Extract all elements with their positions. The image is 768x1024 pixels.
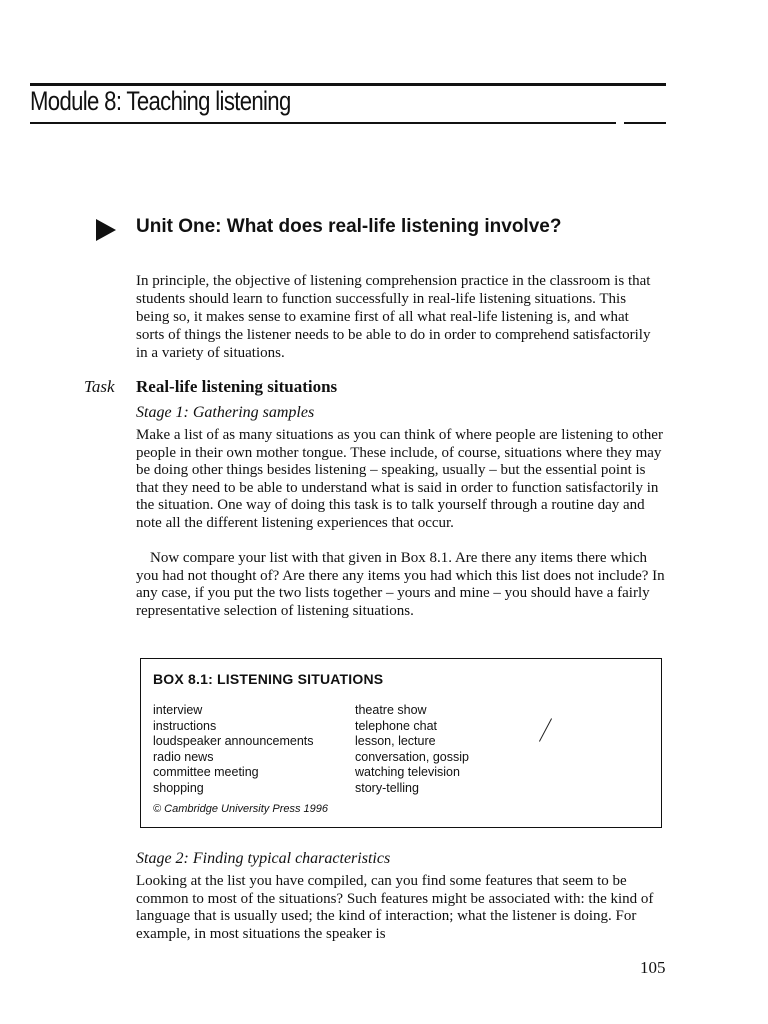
stage1-title: Stage 1: Gathering samples (136, 404, 315, 421)
list-item: shopping (153, 780, 204, 795)
task-label: Task (84, 377, 115, 396)
task-title: Real-life listening situations (136, 377, 338, 396)
list-item: radio news (153, 749, 214, 764)
list-item: loudspeaker announcements (153, 734, 314, 748)
list-item: instructions (153, 718, 217, 733)
list-item: theatre show (355, 703, 427, 717)
stage2-title: Stage 2: Finding typical characteristics (136, 850, 391, 867)
list-item: telephone chat (355, 718, 438, 733)
list-item: conversation, gossip (355, 749, 469, 764)
box-left-column (153, 703, 314, 796)
unit-intro-paragraph: In principle, the objective of listening comprehension practice in the classroom is that students should learn to function successfully in real-life listening situations. This being so, it makes sense to examine first of all what real-life listening is, and what sorts of things the listener needs to be able to do in order to comprehend satisfactorily in a variety of situations. (136, 273, 651, 361)
box-right-column (355, 703, 469, 796)
stage1-paragraph-2 (136, 550, 666, 620)
list-item: lesson, lecture (355, 734, 436, 748)
list-item: interview (153, 703, 203, 717)
stage1-paragraph-2-text: Now compare your list with that given in Box 8.1. Are there any items there which you had not thought of? Are there any items you had which this list does not include? In any case, if you put the two lists together – yours and mine – you should have a fairly representative selection of listening situations. (136, 550, 665, 619)
box-title: BOX 8.1: LISTENING SITUATIONS (153, 671, 384, 687)
stage2-paragraph: Looking at the list you have compiled, can you find some features that seem to be common to most of the situations? Such features might be associated with: the kind of language that is usually used; the kind of interaction; what the listener is doing. For example, in most situations the speaker is (136, 873, 654, 942)
header-bottom-rule-end (624, 122, 666, 124)
list-item: story-telling (355, 780, 419, 795)
module-title: Module 8: Teaching listening (30, 86, 291, 116)
list-item: watching television (355, 765, 460, 779)
unit-arrow-icon (96, 219, 116, 241)
list-item: committee meeting (153, 765, 259, 779)
header-bottom-rule (30, 122, 616, 124)
box-copyright: © Cambridge University Press 1996 (153, 803, 329, 815)
unit-title: Unit One: What does real-life listening involve? (136, 216, 562, 237)
listening-situations-box (140, 658, 662, 828)
pencil-mark (539, 718, 552, 741)
page-number: 105 (640, 958, 666, 977)
stage1-paragraph-1: Make a list of as many situations as you can think of where people are listening to other people in their own mother tongue. These include, of course, situations where they may be doing other things besides listening – speaking, usually – but the essential point is that they need to be able to understand what is said in order to function satisfactorily in the situation. One way of doing this task is to talk yourself through a routine day and note all the different listening experiences that occur. (136, 427, 663, 531)
